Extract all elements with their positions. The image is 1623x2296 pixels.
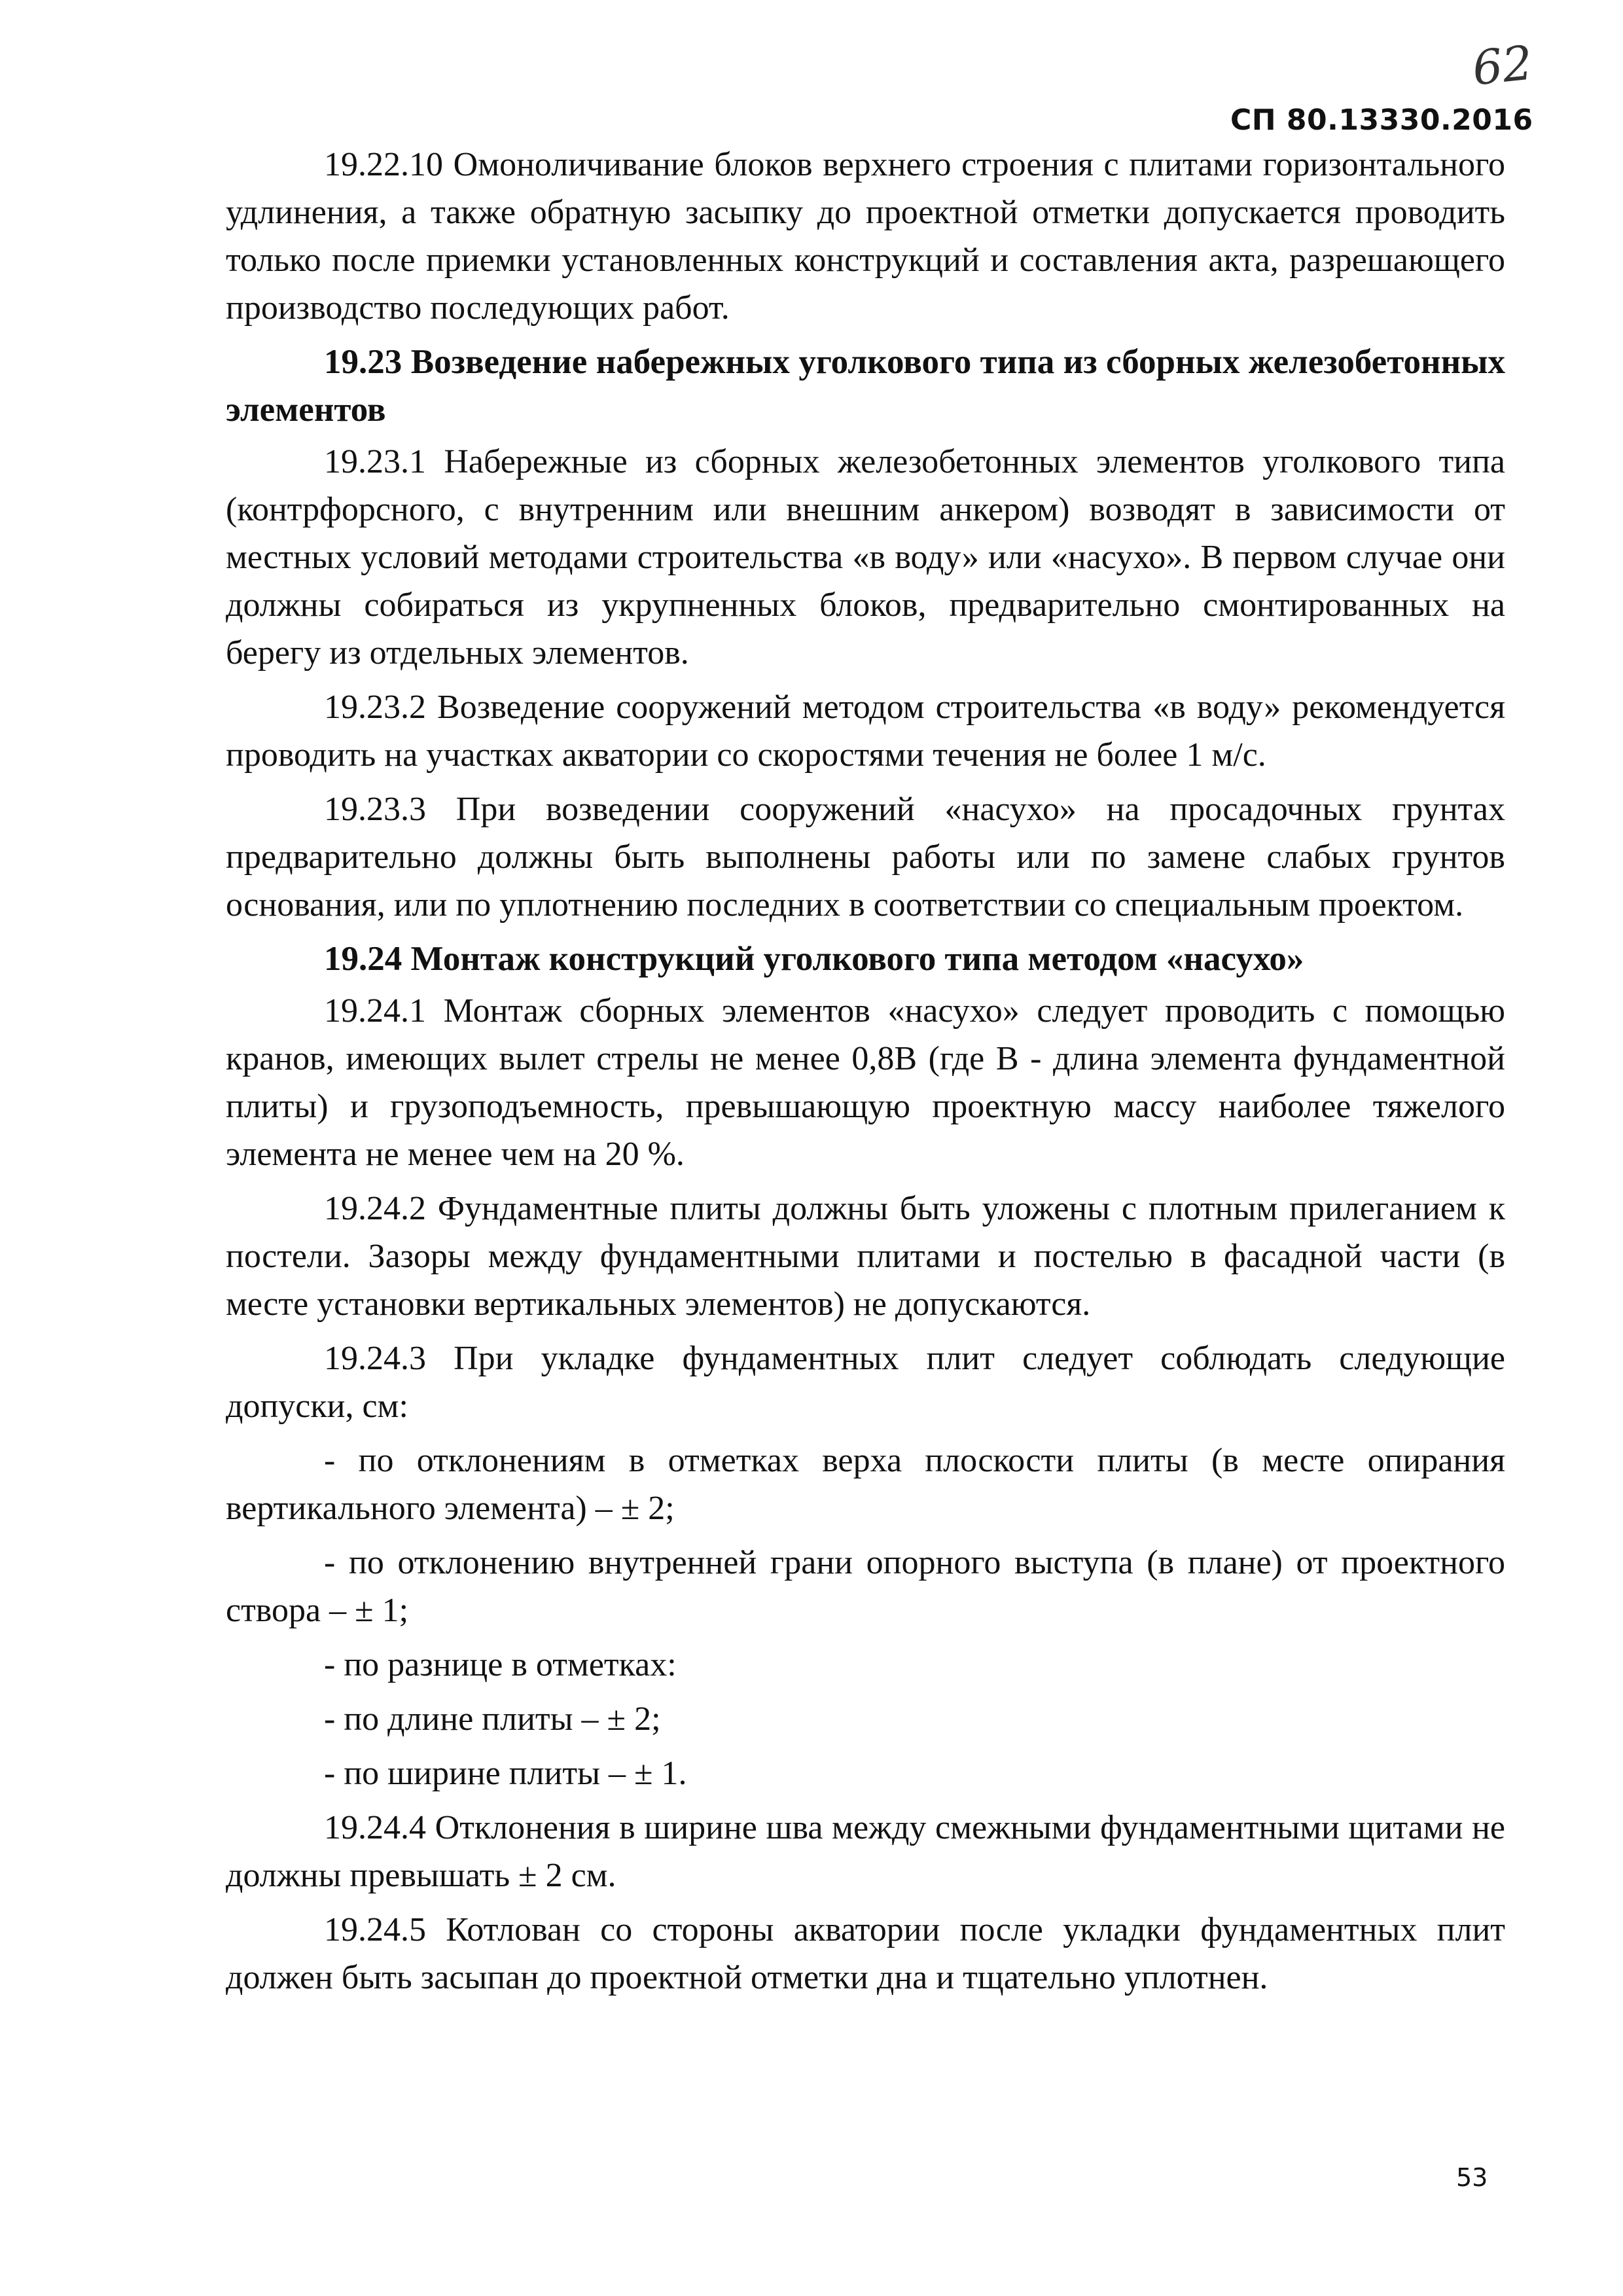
tolerance-item: - по ширине плиты – ± 1. [324,1755,687,1792]
paragraph-19-22-10: 19.22.10 Омоноличивание блоков верхнего строения с плитами горизонтального удлинения, а также обратную засыпку до проектной отметки допускается проводить только после приемки установленных конструкций и составления акта, разрешающего производство последующих работ. [226,146,1505,327]
handwritten-page-mark: 62 [1469,35,1535,96]
page-number: 53 [1456,2163,1488,2192]
paragraph-19-24-2: 19.24.2 Фундаментные плиты должны быть уложены с плотным прилеганием к постели. Зазоры между фундаментными плитами и постелью в фасадной части (в месте установки вертикальных элементов) не допускаются. [226,1190,1505,1323]
paragraph-19-24-3: 19.24.3 При укладке фундаментных плит следует соблюдать следующие допуски, см: [226,1340,1505,1425]
tolerance-item: - по отклонению внутренней грани опорного выступа (в плане) от проектного створа – ± 1; [226,1544,1505,1629]
tolerance-item: - по отклонениям в отметках верха плоскости плиты (в месте опирания вертикального элемента) – ± 2; [226,1442,1505,1527]
document-code: СП 80.13330.2016 [1230,103,1533,137]
paragraph-19-23-2: 19.23.2 Возведение сооружений методом строительства «в воду» рекомендуется проводить на участках акватории со скоростями течения не более 1 м/с. [226,689,1505,774]
paragraph-19-24-5: 19.24.5 Котлован со стороны акватории после укладки фундаментных плит должен быть засыпан до проектной отметки дна и тщательно уплотнен. [226,1911,1505,1996]
section-heading-19-24: 19.24 Монтаж конструкций уголкового типа методом «насухо» [324,940,1304,978]
paragraph-19-23-3: 19.23.3 При возведении сооружений «насухо» на просадочных грунтах предварительно должны быть выполнены работы или по замене слабых грунтов основания, или по уплотнению последних в соответствии со специальным проектом. [226,791,1505,924]
paragraph-19-24-1: 19.24.1 Монтаж сборных элементов «насухо» следует проводить с помощью кранов, имеющих вылет стрелы не менее 0,8В (где В - длина элемента фундаментной плиты) и грузоподъемность, превышающую проектную массу наиболее тяжелого элемента не менее чем на 20 %. [226,992,1505,1173]
document-body [226,141,1505,2008]
section-heading-19-23: 19.23 Возведение набережных уголкового типа из сборных железобетонных элементов [226,343,1505,429]
paragraph-19-24-4: 19.24.4 Отклонения в ширине шва между смежными фундаментными щитами не должны превышать ± 2 см. [226,1809,1505,1894]
paragraph-19-23-1: 19.23.1 Набережные из сборных железобетонных элементов уголкового типа (контрфорсного, с внутренним или внешним анкером) возводят в зависимости от местных условий методами строительства «в воду» или «насухо». В первом случае они должны собираться из укрупненных блоков, предварительно смонтированных на берегу из отдельных элементов. [226,443,1505,672]
tolerance-item: - по разнице в отметках: [324,1646,677,1683]
tolerance-item: - по длине плиты – ± 2; [324,1700,661,1738]
